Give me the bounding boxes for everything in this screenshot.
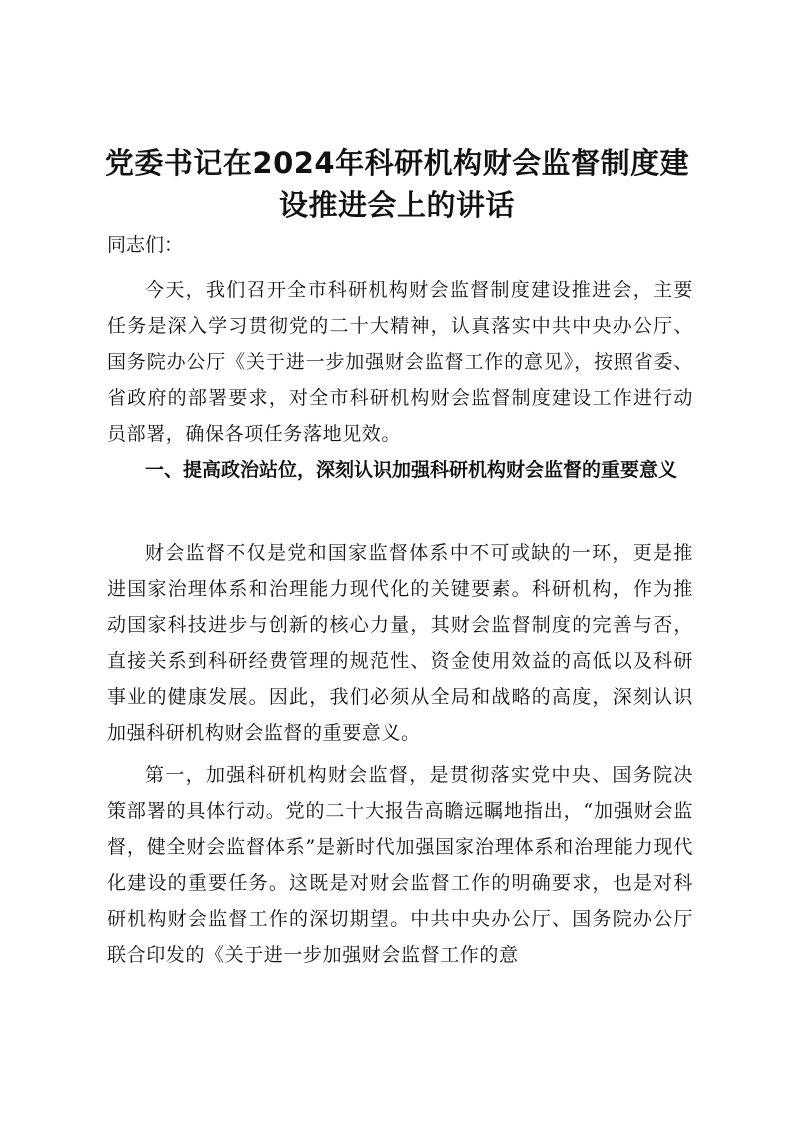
salutation: 同志们： [107, 234, 184, 256]
document-title-line1: 党委书记在2024年科研机构财会监督制度建 [104, 146, 690, 180]
section1-paragraph: 财会监督不仅是党和国家监督体系中不可或缺的一环，更是推进国家治理体系和治理能力现代化的关键要素。科研机构，作为推动国家科技进步与创新的核心力量，其财会监督制度的完善与否，直接关系到科研经费管理的规范性、资金使用效益的高低以及科研事业的健康发展。因此，我们必须从全局和战略的高度，深刻认识加强科研机构财会监督的重要意义。 [107, 542, 693, 744]
document-title-line2: 设推进会上的讲话 [278, 188, 515, 222]
section-heading-1: 一、提高政治站位，深刻认识加强科研机构财会监督的重要意义 [145, 459, 678, 481]
point1-paragraph: 第一，加强科研机构财会监督，是贯彻落实党中央、国务院决策部署的具体行动。党的二十大报告高瞻远瞩地指出，“加强财会监督，健全财会监督体系”是新时代加强国家治理体系和治理能力现代化建设的重要任务。这既是对财会监督工作的明确要求，也是对科研机构财会监督工作的深切期望。中共中央办公厅、国务院办公厅联合印发的《关于进一步加强财会监督工作的意 [107, 764, 693, 966]
intro-paragraph: 今天，我们召开全市科研机构财会监督制度建设推进会，主要任务是深入学习贯彻党的二十大精神，认真落实中共中央办公厅、国务院办公厅《关于进一步加强财会监督工作的意见》，按照省委、省政府的部署要求，对全市科研机构财会监督制度建设工作进行动员部署，确保各项任务落地见效。 [107, 279, 693, 445]
